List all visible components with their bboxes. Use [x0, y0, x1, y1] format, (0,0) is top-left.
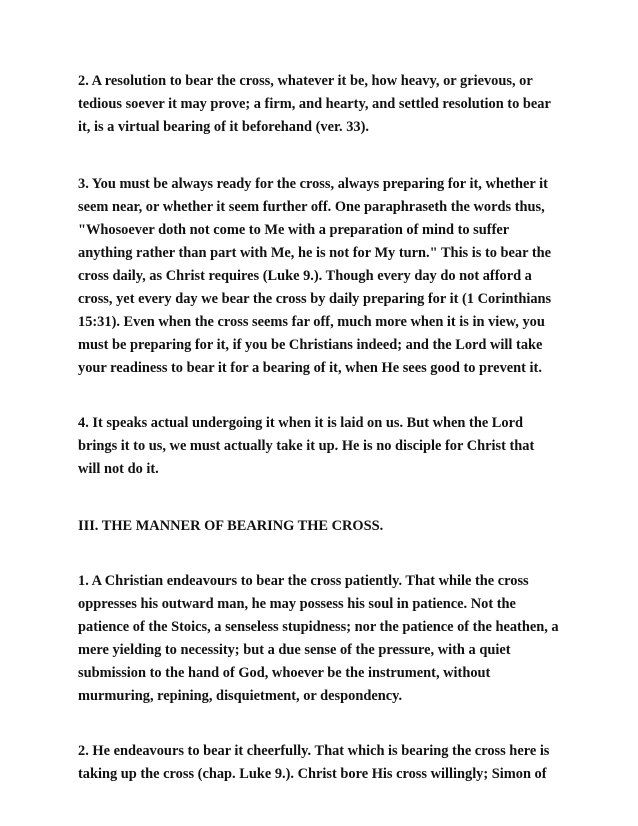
paragraph-3-line-3: will not do it.: [78, 461, 159, 477]
paragraph-5-line-3: patience of the Stoics, a senseless stupidness; nor the patience of the heathen, a: [78, 619, 559, 635]
paragraph-1-line-2: tedious soever it may prove; a firm, and hearty, and settled resolution to bear: [78, 96, 551, 112]
paragraph-2-line-6: cross, yet every day we bear the cross by daily preparing for it (1 Corinthians: [78, 291, 552, 307]
paragraph-2-line-4: anything rather than part with Me, he is not for My turn." This is to bear the: [78, 245, 552, 261]
paragraph-6-line-1: 2. He endeavours to bear it cheerfully. That which is bearing the cross here is: [78, 743, 550, 759]
paragraph-2-line-2: seem near, or whether it seem further off. One paraphraseth the words thus,: [78, 199, 545, 215]
paragraph-2-line-1: 3. You must be always ready for the cross, always preparing for it, whether it: [78, 176, 548, 192]
paragraph-1-line-1: 2. A resolution to bear the cross, whatever it be, how heavy, or grievous, or: [78, 73, 533, 89]
paragraph-5-line-6: murmuring, repining, disquietment, or despondency.: [78, 688, 403, 704]
paragraph-3-line-2: brings it to us, we must actually take it up. He is no disciple for Christ that: [78, 438, 535, 454]
paragraph-2-line-8: must be preparing for it, if you be Christians indeed; and the Lord will take: [78, 337, 543, 353]
paragraph-5-line-5: submission to the hand of God, whoever be the instrument, without: [78, 665, 491, 681]
paragraph-5-line-4: mere yielding to necessity; but a due sense of the pressure, with a quiet: [78, 642, 511, 658]
paragraph-2-line-9: your readiness to bear it for a bearing of it, when He sees good to prevent it.: [78, 360, 542, 376]
paragraph-2-line-7: 15:31). Even when the cross seems far off, much more when it is in view, you: [78, 314, 545, 330]
paragraph-5-line-1: 1. A Christian endeavours to bear the cross patiently. That while the cross: [78, 573, 529, 589]
paragraph-3-line-1: 4. It speaks actual undergoing it when it is laid on us. But when the Lord: [78, 415, 523, 431]
paragraph-2-line-5: cross daily, as Christ requires (Luke 9.). Though every day do not afford a: [78, 268, 532, 284]
paragraph-5-line-2: oppresses his outward man, he may possess his soul in patience. Not the: [78, 596, 516, 612]
paragraph-2-line-3: "Whosoever doth not come to Me with a preparation of mind to suffer: [78, 222, 510, 238]
paragraph-6-line-2: taking up the cross (chap. Luke 9.). Christ bore His cross willingly; Simon of: [78, 766, 547, 782]
paragraph-1-line-3: it, is a virtual bearing of it beforehand (ver. 33).: [78, 119, 369, 135]
section-heading: III. THE MANNER OF BEARING THE CROSS.: [78, 518, 384, 534]
